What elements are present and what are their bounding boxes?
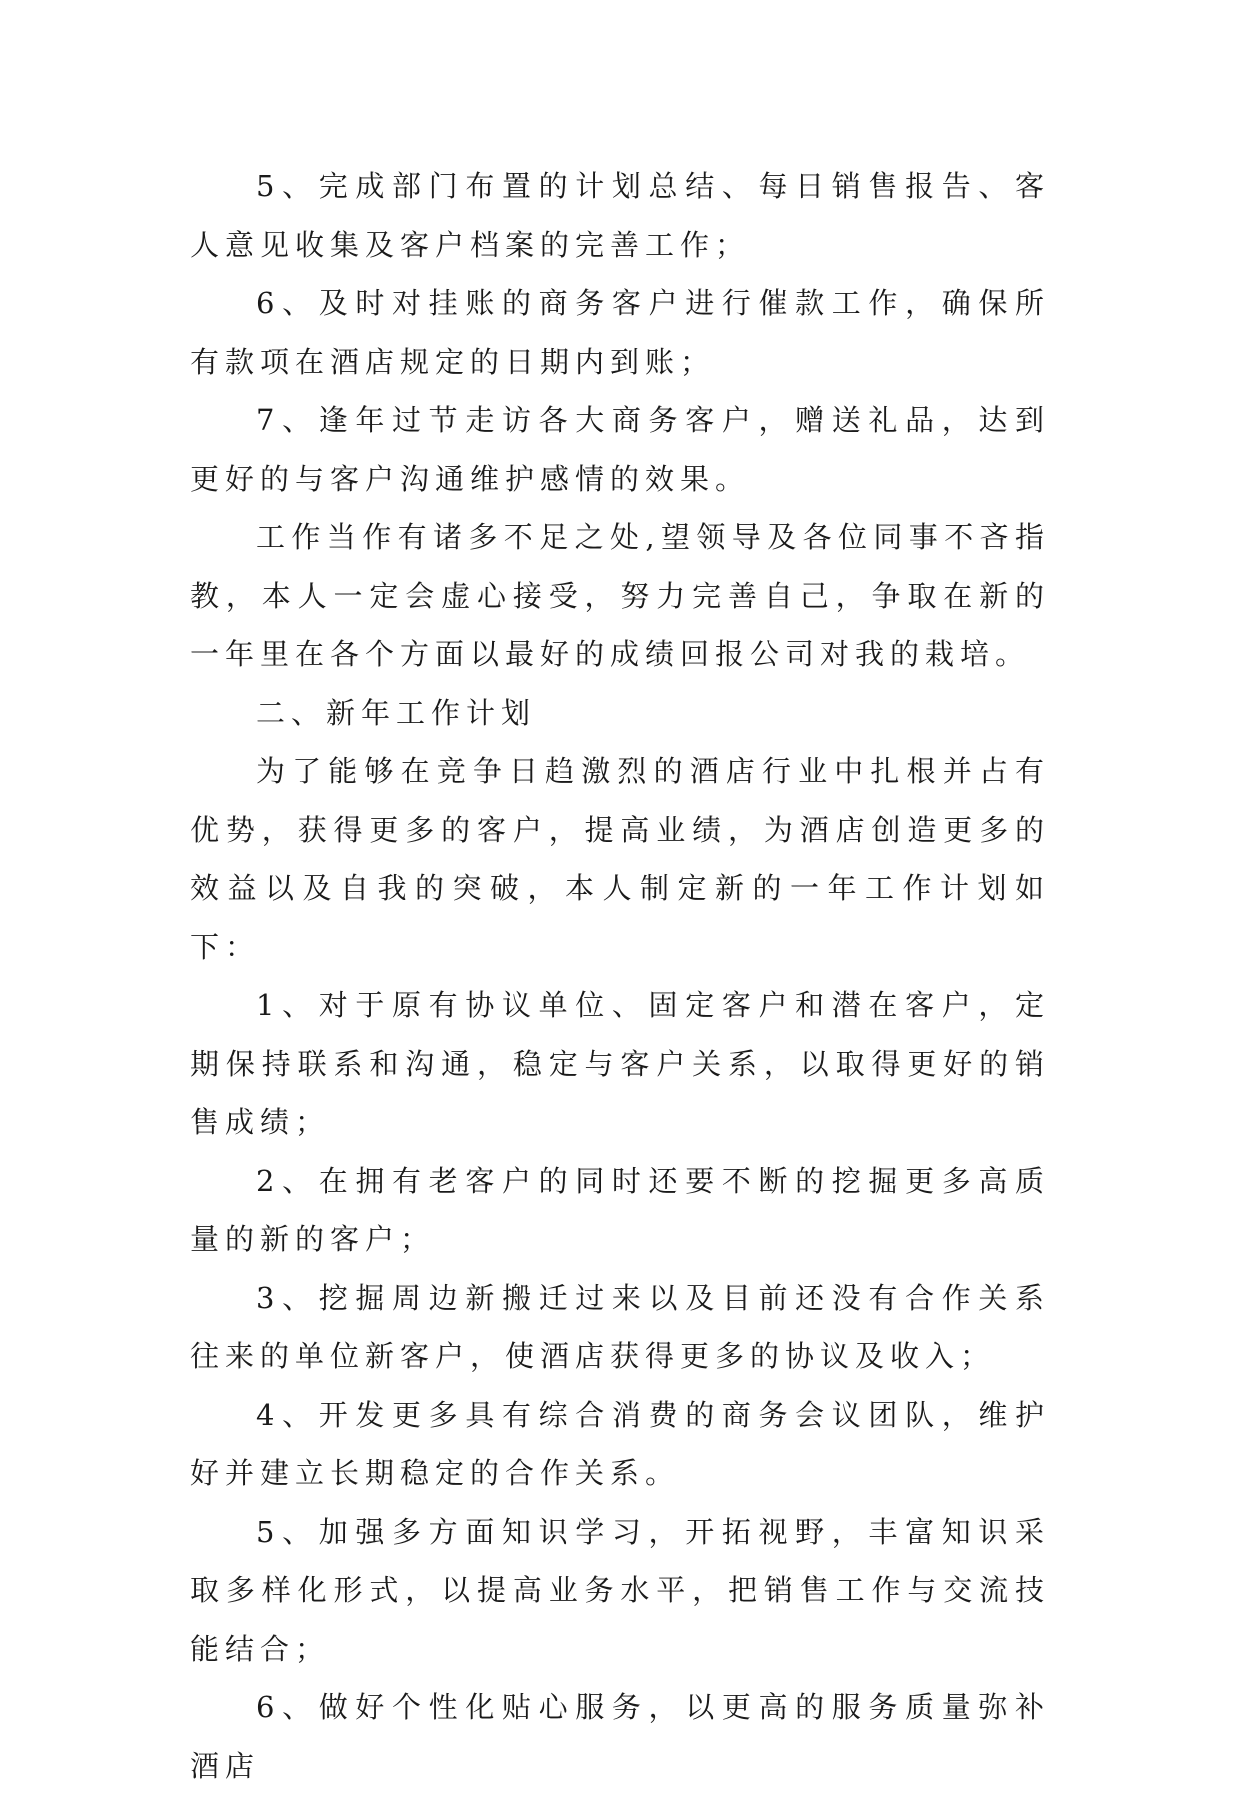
plan-item-4: 4、开发更多具有综合消费的商务会议团队，维护好并建立长期稳定的合作关系。 [190, 1397, 1050, 1490]
paragraph-summary: 工作当作有诸多不足之处,望领导及各位同事不吝指教，本人一定会虚心接受，努力完善自己，争取在新的一年里在各个方面以最好的成绩回报公司对我的栽培。 [190, 520, 1050, 671]
document-body [190, 157, 1050, 1795]
plan-item-1: 1、对于原有协议单位、固定客户和潜在客户，定期保持联系和沟通，稳定与客户关系，以取得更好的销售成绩； [190, 988, 1050, 1139]
plan-item-5: 5、加强多方面知识学习，开拓视野，丰富知识采取多样化形式，以提高业务水平，把销售工作与交流技能结合； [190, 1514, 1050, 1666]
section-heading-new-year-plan: 二、新年工作计划 [256, 695, 537, 730]
plan-item-2: 2、在拥有老客户的同时还要不断的挖掘更多高质量的新的客户； [190, 1163, 1050, 1256]
plan-item-3: 3、挖掘周边新搬迁过来以及目前还没有合作关系往来的单位新客户，使酒店获得更多的协议及收入； [190, 1280, 1050, 1373]
paragraph-item-5: 5、完成部门布置的计划总结、每日销售报告、客人意见收集及客户档案的完善工作； [190, 169, 1050, 262]
paragraph-item-6: 6、及时对挂账的商务客户进行催款工作，确保所有款项在酒店规定的日期内到账； [190, 286, 1050, 379]
plan-item-6: 6、做好个性化贴心服务，以更高的服务质量弥补酒店 [190, 1690, 1050, 1783]
paragraph-item-7: 7、逢年过节走访各大商务客户，赠送礼品，达到更好的与客户沟通维护感情的效果。 [190, 403, 1050, 496]
paragraph-plan-intro: 为了能够在竞争日趋激烈的酒店行业中扎根并占有优势，获得更多的客户，提高业绩，为酒店创造更多的效益以及自我的突破，本人制定新的一年工作计划如下： [190, 754, 1050, 964]
